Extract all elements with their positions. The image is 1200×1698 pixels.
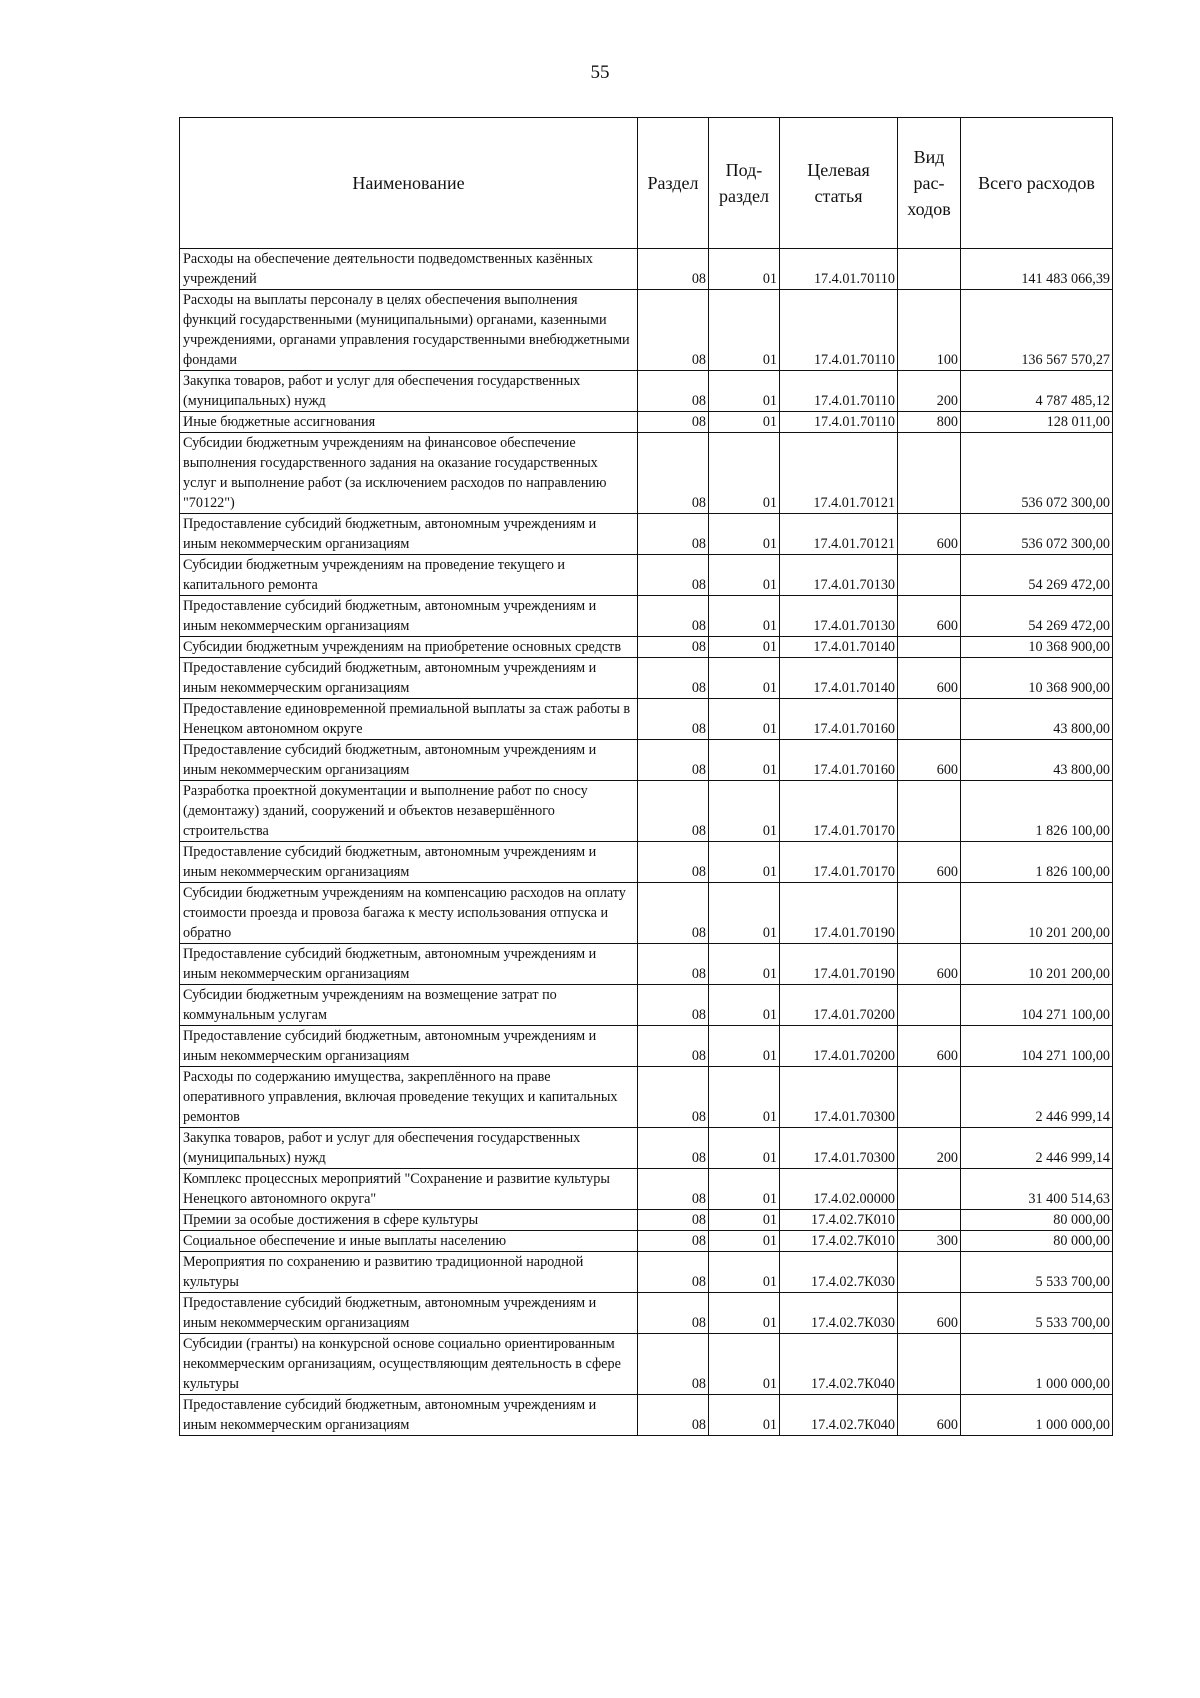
cell-razdel: 08: [638, 985, 709, 1026]
table-row: [180, 1252, 1113, 1293]
cell-razdel: 08: [638, 371, 709, 412]
cell-razdel: 08: [638, 596, 709, 637]
header-razdel: Раздел: [638, 118, 709, 249]
cell-podrazdel: 01: [709, 1252, 780, 1293]
cell-name: Предоставление субсидий бюджетным, автономным учреждениям и иным некоммерческим организациям: [180, 658, 638, 699]
cell-celevaya-statya: 17.4.01.70121: [780, 514, 898, 555]
cell-vsego-rashodov: 128 011,00: [961, 412, 1113, 433]
cell-vid-rashodov: 600: [898, 514, 961, 555]
cell-razdel: 08: [638, 1334, 709, 1395]
cell-razdel: 08: [638, 249, 709, 290]
cell-podrazdel: 01: [709, 1293, 780, 1334]
header-name: Наименование: [180, 118, 638, 249]
cell-vsego-rashodov: 1 000 000,00: [961, 1395, 1113, 1436]
cell-vid-rashodov: 600: [898, 740, 961, 781]
cell-name: Предоставление субсидий бюджетным, автономным учреждениям и иным некоммерческим организациям: [180, 1395, 638, 1436]
header-celevaya-statya: Целевая статья: [780, 118, 898, 249]
cell-razdel: 08: [638, 781, 709, 842]
cell-podrazdel: 01: [709, 944, 780, 985]
cell-vsego-rashodov: 4 787 485,12: [961, 371, 1113, 412]
cell-vid-rashodov: [898, 1334, 961, 1395]
cell-vsego-rashodov: 10 368 900,00: [961, 658, 1113, 699]
cell-celevaya-statya: 17.4.01.70200: [780, 985, 898, 1026]
cell-name: Предоставление субсидий бюджетным, автономным учреждениям и иным некоммерческим организациям: [180, 1293, 638, 1334]
cell-razdel: 08: [638, 1395, 709, 1436]
cell-vid-rashodov: [898, 1210, 961, 1231]
cell-razdel: 08: [638, 637, 709, 658]
cell-vid-rashodov: [898, 637, 961, 658]
cell-podrazdel: 01: [709, 985, 780, 1026]
cell-name: Закупка товаров, работ и услуг для обеспечения государственных (муниципальных) нужд: [180, 1128, 638, 1169]
cell-vsego-rashodov: 5 533 700,00: [961, 1293, 1113, 1334]
cell-podrazdel: 01: [709, 290, 780, 371]
cell-name: Расходы по содержанию имущества, закреплённого на праве оперативного управления, включая проведение текущих и капитальных ремонтов: [180, 1067, 638, 1128]
cell-celevaya-statya: 17.4.01.70110: [780, 412, 898, 433]
cell-name: Предоставление субсидий бюджетным, автономным учреждениям и иным некоммерческим организациям: [180, 596, 638, 637]
cell-podrazdel: 01: [709, 433, 780, 514]
cell-podrazdel: 01: [709, 1026, 780, 1067]
table-row: [180, 1334, 1113, 1395]
cell-vid-rashodov: 600: [898, 1026, 961, 1067]
cell-vsego-rashodov: 54 269 472,00: [961, 555, 1113, 596]
cell-razdel: 08: [638, 1026, 709, 1067]
cell-name: Предоставление субсидий бюджетным, автономным учреждениям и иным некоммерческим организациям: [180, 514, 638, 555]
table-row: [180, 842, 1113, 883]
table-row: [180, 883, 1113, 944]
cell-celevaya-statya: 17.4.01.70170: [780, 842, 898, 883]
header-vsego-rashodov: Всего расходов: [961, 118, 1113, 249]
cell-podrazdel: 01: [709, 842, 780, 883]
cell-name: Предоставление субсидий бюджетным, автономным учреждениям и иным некоммерческим организациям: [180, 1026, 638, 1067]
cell-vsego-rashodov: 136 567 570,27: [961, 290, 1113, 371]
cell-podrazdel: 01: [709, 1395, 780, 1436]
cell-vsego-rashodov: 10 368 900,00: [961, 637, 1113, 658]
cell-celevaya-statya: 17.4.01.70121: [780, 433, 898, 514]
cell-vid-rashodov: 600: [898, 1395, 961, 1436]
cell-name: Иные бюджетные ассигнования: [180, 412, 638, 433]
table-row: [180, 433, 1113, 514]
cell-podrazdel: 01: [709, 1128, 780, 1169]
cell-celevaya-statya: 17.4.02.7К010: [780, 1231, 898, 1252]
cell-razdel: 08: [638, 883, 709, 944]
cell-razdel: 08: [638, 1231, 709, 1252]
table-row: [180, 1128, 1113, 1169]
cell-vsego-rashodov: 1 826 100,00: [961, 842, 1113, 883]
table-header-row: [180, 118, 1113, 249]
cell-vid-rashodov: [898, 555, 961, 596]
cell-vid-rashodov: [898, 883, 961, 944]
cell-razdel: 08: [638, 1067, 709, 1128]
cell-name: Субсидии бюджетным учреждениям на компенсацию расходов на оплату стоимости проезда и провоза багажа к месту использования отпуска и обратно: [180, 883, 638, 944]
cell-razdel: 08: [638, 842, 709, 883]
cell-celevaya-statya: 17.4.02.7К040: [780, 1395, 898, 1436]
cell-celevaya-statya: 17.4.02.7К030: [780, 1252, 898, 1293]
cell-podrazdel: 01: [709, 740, 780, 781]
cell-vid-rashodov: [898, 1252, 961, 1293]
cell-celevaya-statya: 17.4.01.70300: [780, 1128, 898, 1169]
cell-podrazdel: 01: [709, 658, 780, 699]
cell-celevaya-statya: 17.4.01.70300: [780, 1067, 898, 1128]
cell-vsego-rashodov: 2 446 999,14: [961, 1128, 1113, 1169]
cell-vsego-rashodov: 536 072 300,00: [961, 514, 1113, 555]
cell-celevaya-statya: 17.4.01.70190: [780, 944, 898, 985]
cell-vsego-rashodov: 31 400 514,63: [961, 1169, 1113, 1210]
cell-razdel: 08: [638, 699, 709, 740]
cell-podrazdel: 01: [709, 883, 780, 944]
table-row: [180, 658, 1113, 699]
table-row: [180, 290, 1113, 371]
cell-vsego-rashodov: 536 072 300,00: [961, 433, 1113, 514]
cell-razdel: 08: [638, 1210, 709, 1231]
table-row: [180, 1395, 1113, 1436]
cell-vsego-rashodov: 104 271 100,00: [961, 1026, 1113, 1067]
cell-razdel: 08: [638, 412, 709, 433]
table-row: [180, 555, 1113, 596]
cell-razdel: 08: [638, 514, 709, 555]
cell-celevaya-statya: 17.4.01.70130: [780, 596, 898, 637]
cell-razdel: 08: [638, 1252, 709, 1293]
cell-vid-rashodov: [898, 781, 961, 842]
cell-vsego-rashodov: 54 269 472,00: [961, 596, 1113, 637]
cell-vsego-rashodov: 1 826 100,00: [961, 781, 1113, 842]
cell-razdel: 08: [638, 555, 709, 596]
header-vid-rashodov: Вид рас-ходов: [898, 118, 961, 249]
cell-vid-rashodov: [898, 699, 961, 740]
cell-name: Премии за особые достижения в сфере культуры: [180, 1210, 638, 1231]
cell-name: Расходы на выплаты персоналу в целях обеспечения выполнения функций государственными (муниципальными) органами, казенными учреждениями, органами управления государственными внебюджетными фондами: [180, 290, 638, 371]
cell-celevaya-statya: 17.4.02.7К010: [780, 1210, 898, 1231]
table-body: [180, 249, 1113, 1436]
cell-podrazdel: 01: [709, 781, 780, 842]
cell-podrazdel: 01: [709, 637, 780, 658]
cell-vid-rashodov: 600: [898, 658, 961, 699]
cell-name: Комплекс процессных мероприятий "Сохранение и развитие культуры Ненецкого автономного округа": [180, 1169, 638, 1210]
cell-name: Субсидии бюджетным учреждениям на проведение текущего и капитального ремонта: [180, 555, 638, 596]
table-row: [180, 944, 1113, 985]
table-row: [180, 596, 1113, 637]
cell-vsego-rashodov: 104 271 100,00: [961, 985, 1113, 1026]
cell-vid-rashodov: 800: [898, 412, 961, 433]
table-row: [180, 371, 1113, 412]
cell-celevaya-statya: 17.4.02.00000: [780, 1169, 898, 1210]
table-row: [180, 1293, 1113, 1334]
cell-vsego-rashodov: 1 000 000,00: [961, 1334, 1113, 1395]
cell-celevaya-statya: 17.4.01.70200: [780, 1026, 898, 1067]
cell-name: Предоставление субсидий бюджетным, автономным учреждениям и иным некоммерческим организациям: [180, 842, 638, 883]
cell-celevaya-statya: 17.4.01.70110: [780, 290, 898, 371]
cell-vid-rashodov: 600: [898, 1293, 961, 1334]
cell-celevaya-statya: 17.4.02.7К030: [780, 1293, 898, 1334]
cell-podrazdel: 01: [709, 1231, 780, 1252]
cell-vsego-rashodov: 43 800,00: [961, 740, 1113, 781]
cell-podrazdel: 01: [709, 249, 780, 290]
cell-vid-rashodov: [898, 433, 961, 514]
cell-podrazdel: 01: [709, 371, 780, 412]
cell-name: Субсидии бюджетным учреждениям на приобретение основных средств: [180, 637, 638, 658]
cell-podrazdel: 01: [709, 1210, 780, 1231]
cell-razdel: 08: [638, 740, 709, 781]
table-row: [180, 1067, 1113, 1128]
cell-razdel: 08: [638, 658, 709, 699]
budget-table: [179, 117, 1113, 1436]
table-row: [180, 985, 1113, 1026]
table-row: [180, 249, 1113, 290]
cell-vid-rashodov: [898, 249, 961, 290]
cell-name: Предоставление единовременной премиальной выплаты за стаж работы в Ненецком автономном округе: [180, 699, 638, 740]
cell-vid-rashodov: 100: [898, 290, 961, 371]
header-podrazdel: Под-раздел: [709, 118, 780, 249]
cell-name: Субсидии бюджетным учреждениям на возмещение затрат по коммунальным услугам: [180, 985, 638, 1026]
cell-name: Мероприятия по сохранению и развитию традиционной народной культуры: [180, 1252, 638, 1293]
cell-vid-rashodov: 200: [898, 371, 961, 412]
cell-vid-rashodov: [898, 985, 961, 1026]
cell-name: Предоставление субсидий бюджетным, автономным учреждениям и иным некоммерческим организациям: [180, 944, 638, 985]
cell-name: Социальное обеспечение и иные выплаты населению: [180, 1231, 638, 1252]
cell-name: Закупка товаров, работ и услуг для обеспечения государственных (муниципальных) нужд: [180, 371, 638, 412]
table-row: [180, 699, 1113, 740]
cell-podrazdel: 01: [709, 514, 780, 555]
cell-celevaya-statya: 17.4.01.70190: [780, 883, 898, 944]
cell-podrazdel: 01: [709, 1067, 780, 1128]
cell-celevaya-statya: 17.4.01.70140: [780, 637, 898, 658]
cell-razdel: 08: [638, 1293, 709, 1334]
cell-razdel: 08: [638, 290, 709, 371]
cell-celevaya-statya: 17.4.01.70170: [780, 781, 898, 842]
table-row: [180, 412, 1113, 433]
cell-name: Разработка проектной документации и выполнение работ по сносу (демонтажу) зданий, сооружений и объектов незавершённого строительства: [180, 781, 638, 842]
cell-celevaya-statya: 17.4.02.7К040: [780, 1334, 898, 1395]
page-number: 55: [590, 62, 610, 83]
cell-vid-rashodov: 600: [898, 842, 961, 883]
cell-celevaya-statya: 17.4.01.70140: [780, 658, 898, 699]
cell-vsego-rashodov: 43 800,00: [961, 699, 1113, 740]
cell-name: Субсидии бюджетным учреждениям на финансовое обеспечение выполнения государственного задания на оказание государственных услуг и выполнение работ (за исключением расходов по направлению "70122"): [180, 433, 638, 514]
table-row: [180, 1169, 1113, 1210]
cell-vid-rashodov: 600: [898, 944, 961, 985]
table-row: [180, 781, 1113, 842]
cell-name: Расходы на обеспечение деятельности подведомственных казённых учреждений: [180, 249, 638, 290]
cell-razdel: 08: [638, 1128, 709, 1169]
table-row: [180, 1231, 1113, 1252]
cell-razdel: 08: [638, 1169, 709, 1210]
cell-celevaya-statya: 17.4.01.70110: [780, 371, 898, 412]
cell-podrazdel: 01: [709, 412, 780, 433]
cell-vsego-rashodov: 5 533 700,00: [961, 1252, 1113, 1293]
cell-celevaya-statya: 17.4.01.70110: [780, 249, 898, 290]
cell-podrazdel: 01: [709, 1334, 780, 1395]
table-row: [180, 1026, 1113, 1067]
cell-vsego-rashodov: 10 201 200,00: [961, 883, 1113, 944]
cell-razdel: 08: [638, 433, 709, 514]
cell-podrazdel: 01: [709, 555, 780, 596]
cell-razdel: 08: [638, 944, 709, 985]
cell-name: Субсидии (гранты) на конкурсной основе социально ориентированным некоммерческим организациям, осуществляющим деятельность в сфере культуры: [180, 1334, 638, 1395]
cell-vsego-rashodov: 141 483 066,39: [961, 249, 1113, 290]
cell-vid-rashodov: [898, 1067, 961, 1128]
cell-vsego-rashodov: 80 000,00: [961, 1231, 1113, 1252]
cell-podrazdel: 01: [709, 1169, 780, 1210]
table-row: [180, 637, 1113, 658]
cell-celevaya-statya: 17.4.01.70160: [780, 699, 898, 740]
cell-celevaya-statya: 17.4.01.70130: [780, 555, 898, 596]
cell-vid-rashodov: [898, 1169, 961, 1210]
cell-name: Предоставление субсидий бюджетным, автономным учреждениям и иным некоммерческим организациям: [180, 740, 638, 781]
cell-vid-rashodov: 600: [898, 596, 961, 637]
cell-celevaya-statya: 17.4.01.70160: [780, 740, 898, 781]
cell-vid-rashodov: 300: [898, 1231, 961, 1252]
cell-vid-rashodov: 200: [898, 1128, 961, 1169]
table-row: [180, 514, 1113, 555]
cell-podrazdel: 01: [709, 699, 780, 740]
cell-vsego-rashodov: 10 201 200,00: [961, 944, 1113, 985]
table-row: [180, 740, 1113, 781]
cell-podrazdel: 01: [709, 596, 780, 637]
cell-vsego-rashodov: 2 446 999,14: [961, 1067, 1113, 1128]
table-row: [180, 1210, 1113, 1231]
cell-vsego-rashodov: 80 000,00: [961, 1210, 1113, 1231]
